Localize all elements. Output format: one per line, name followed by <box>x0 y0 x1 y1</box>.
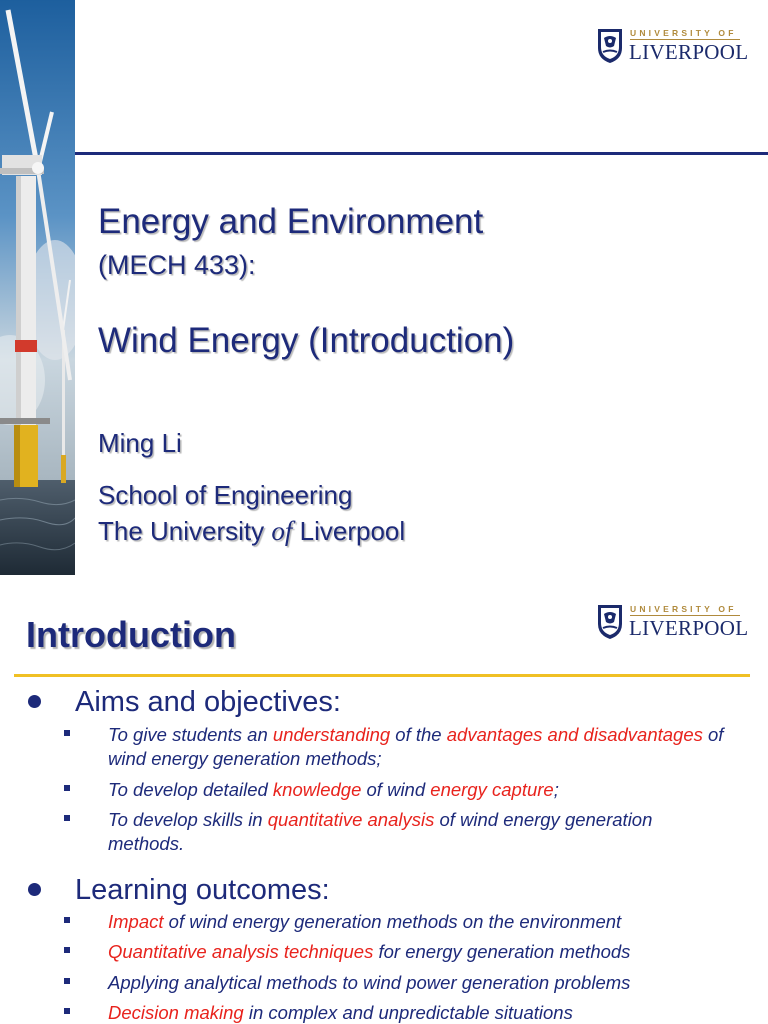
text-segment: for energy generation methods <box>373 941 631 962</box>
square-bullet-icon <box>64 1008 70 1014</box>
text-segment: of wind <box>361 779 431 800</box>
text-segment: To develop detailed <box>108 779 273 800</box>
logo-name: LIVERPOOL <box>629 40 749 64</box>
title-divider <box>75 152 768 155</box>
highlighted-term: Impact <box>108 911 164 932</box>
bullet-icon <box>28 695 41 708</box>
highlighted-term: Quantitative analysis techniques <box>108 941 374 962</box>
text-segment: of wind energy generation methods. <box>108 809 653 854</box>
square-bullet-icon <box>64 917 70 923</box>
university-logo <box>597 28 747 68</box>
square-bullet-icon <box>64 730 70 736</box>
highlighted-term: quantitative analysis <box>267 809 435 830</box>
logo-name: LIVERPOOL <box>629 616 749 640</box>
text-segment: of wind energy generation methods; <box>108 724 724 769</box>
bullet-icon <box>28 883 41 896</box>
university-pre: The University <box>98 516 265 546</box>
author-name: Ming Li <box>98 428 182 458</box>
outcomes-item-text <box>108 1001 728 1024</box>
highlighted-term: understanding <box>272 724 391 745</box>
course-code: (MECH 433): <box>98 250 256 280</box>
aims-item-text <box>108 778 728 802</box>
outcomes-item-text <box>108 971 728 995</box>
school-name: School of Engineering <box>98 480 353 510</box>
highlighted-term: Decision making <box>108 1002 244 1023</box>
text-segment: of wind energy generation methods on the environment <box>163 911 622 932</box>
aims-label: Aims and objectives: <box>75 686 341 718</box>
text-segment: ; <box>553 779 559 800</box>
university-logo <box>597 604 747 644</box>
text-segment: Applying analytical methods to wind power generation problems <box>108 972 631 993</box>
outcomes-item-text <box>108 940 728 964</box>
text-segment: To give students an <box>108 724 273 745</box>
outcomes-item-text <box>108 910 728 934</box>
square-bullet-icon <box>64 785 70 791</box>
crest-icon <box>597 604 623 640</box>
aims-item-text <box>108 808 728 856</box>
crest-icon <box>597 28 623 64</box>
text-segment: of the <box>390 724 447 745</box>
title-underline <box>14 674 750 677</box>
square-bullet-icon <box>64 815 70 821</box>
text-segment: in complex and unpredictable situations <box>243 1002 573 1023</box>
university-of: of <box>271 516 293 546</box>
square-bullet-icon <box>64 978 70 984</box>
intro-title: Introduction <box>26 614 236 655</box>
outcomes-label: Learning outcomes: <box>75 874 330 906</box>
text-segment: To develop skills in <box>108 809 268 830</box>
slide-title: Energy and Environment <box>98 202 484 241</box>
logo-top-text: UNIVERSITY OF <box>630 28 737 38</box>
university-post: Liverpool <box>299 516 406 546</box>
highlighted-term: energy capture <box>430 779 554 800</box>
logo-top-text: UNIVERSITY OF <box>630 604 737 614</box>
introduction-slide <box>0 588 768 1024</box>
slide-subtitle: Wind Energy (Introduction) <box>98 321 515 360</box>
square-bullet-icon <box>64 947 70 953</box>
university-name <box>98 516 405 547</box>
highlighted-term: advantages and disadvantages <box>446 724 703 745</box>
wind-turbine-photo <box>0 0 75 575</box>
highlighted-term: knowledge <box>272 779 362 800</box>
aims-item-text <box>108 723 728 771</box>
